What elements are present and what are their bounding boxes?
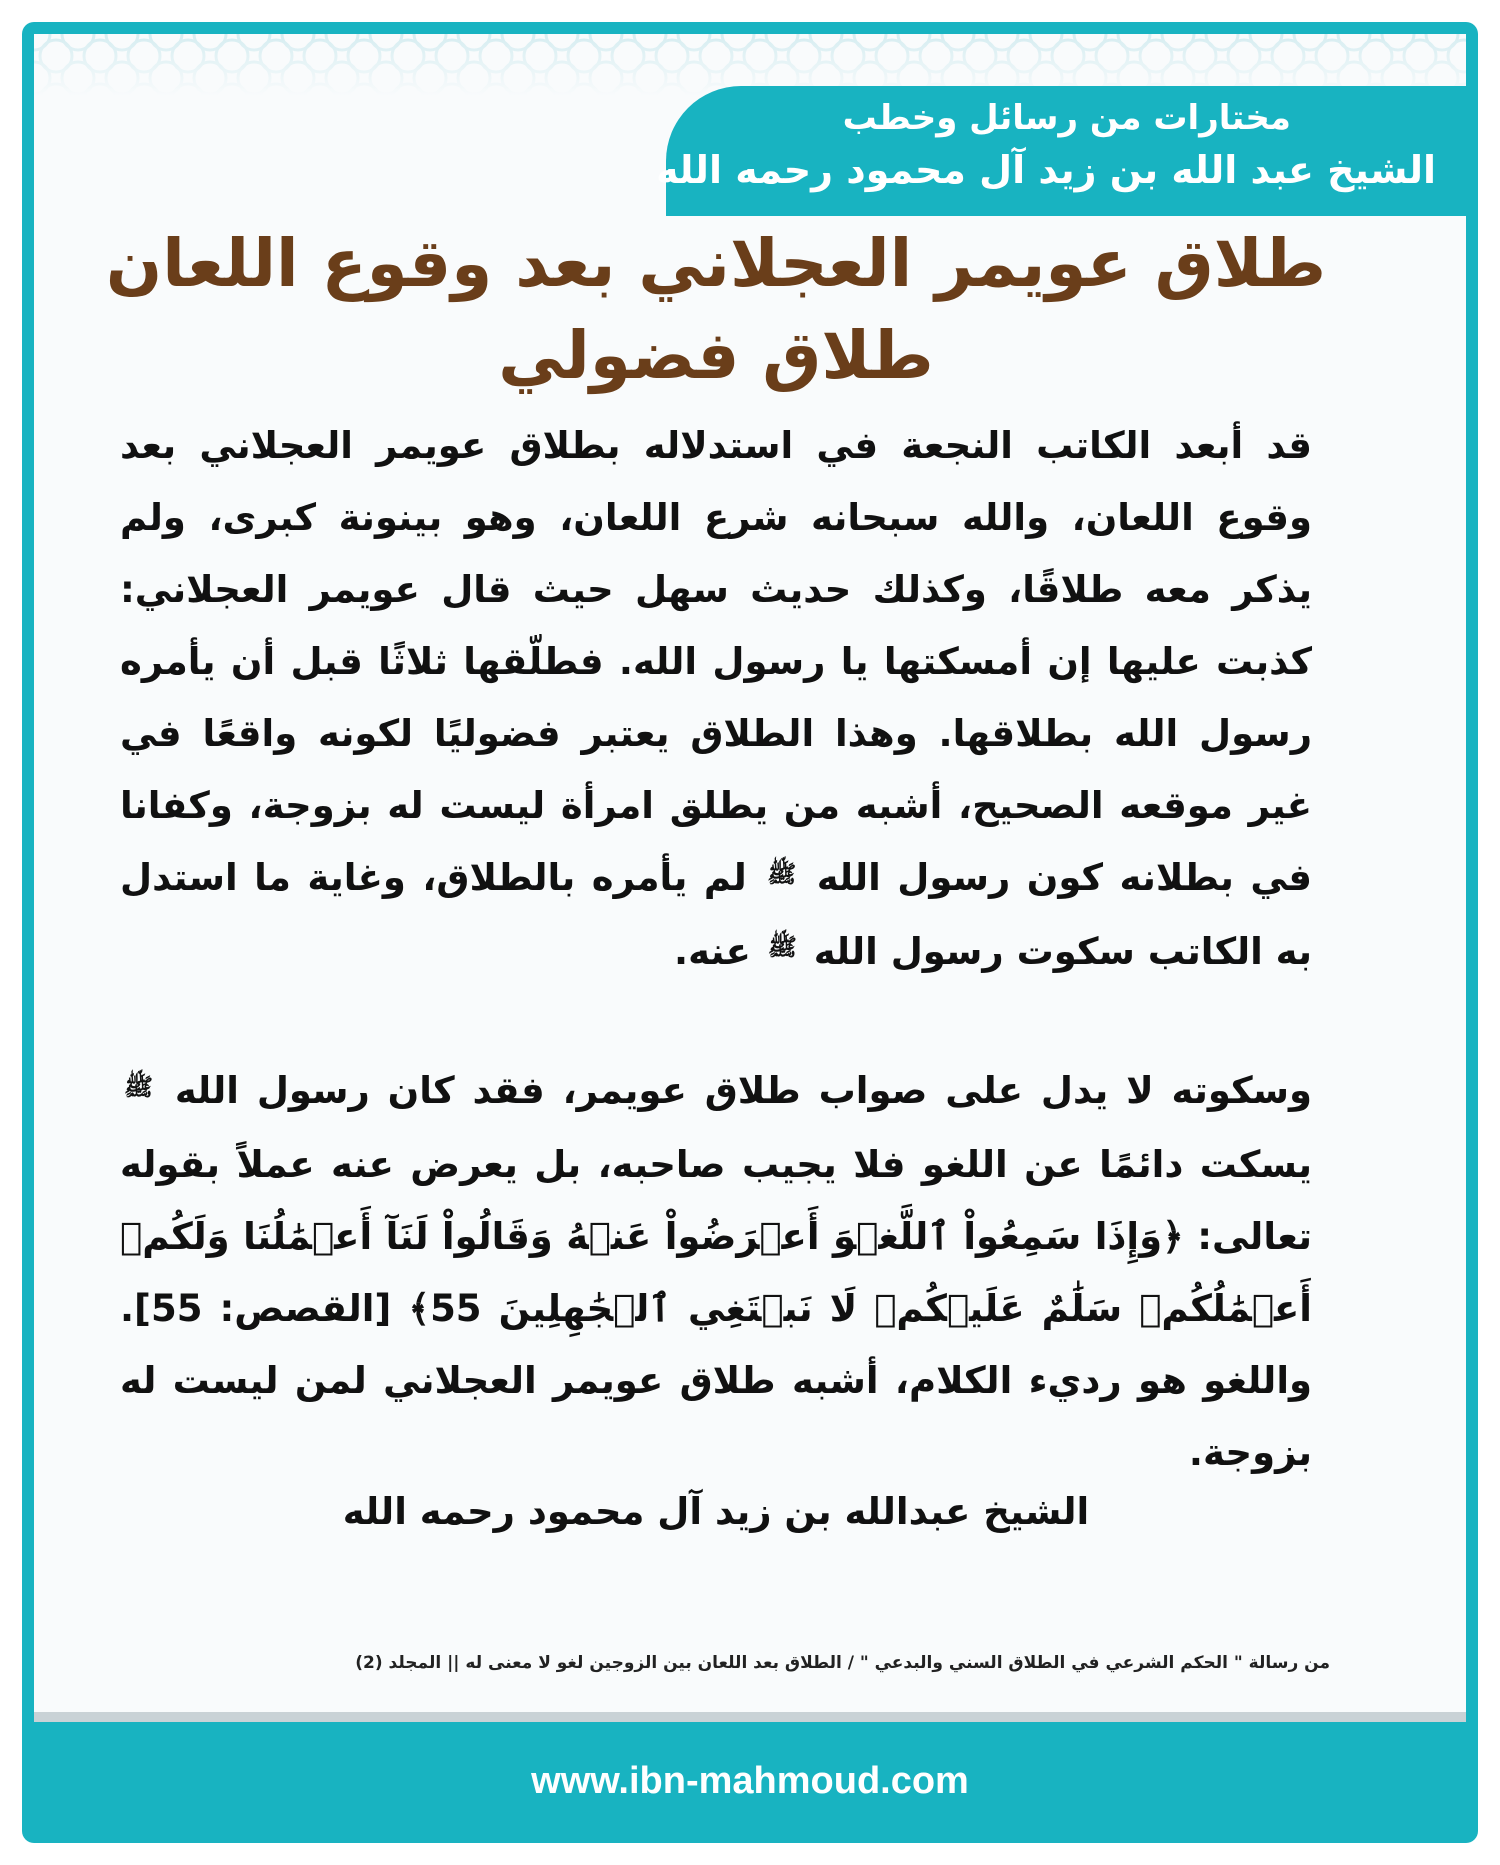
header-banner — [656, 86, 1466, 216]
source-citation: من رسالة " الحكم الشرعي في الطلاق السني والبدعي " / الطلاق بعد اللعان بين الزوجين لغو لا معنى له || المجلد (2) — [355, 1653, 1330, 1673]
paragraph-2-text-b: يسكت دائمًا عن اللغو فلا يجيب صاحبه، بل يعرض عنه عملاً بقوله تعالى: ﴿وَإِذَا سَمِعُواْ ٱللَّغۡوَ أَعۡرَضُواْ عَنۡهُ وَقَالُواْ لَنَآ أَعۡمَٰلُنَا وَلَكُمۡ أَعۡمَٰلُكُمۡ سَلَٰمٌ عَلَيۡكُمۡ لَا نَبۡتَغِي ٱلۡجَٰهِلِينَ 55﴾ [القصص: 55]. واللغو هو رديء الكلام، أشبه طلاق عويمر العجلاني لمن ليست له بزوجة. — [120, 1142, 1312, 1474]
paragraph-1-text-b: لم يأمره بالطلاق، وغاية ما استدل به الكاتب سكوت رسول الله — [120, 856, 1312, 973]
header-series-title: مختارات من رسائل وخطب — [842, 98, 1291, 138]
header-author: الشيخ عبد الله بن زيد آل محمود رحمه الله — [656, 148, 1436, 192]
paragraph-1-text-a: قد أبعد الكاتب النجعة في استدلاله بطلاق عويمر العجلاني بعد وقوع اللعان، والله سبحانه شرع اللعان، وهو بينونة كبرى، ولم يذكر معه طلاقًا، وكذلك حديث سهل حيث قال عويمر العجلاني: كذبت عليها إن أمسكتها يا رسول الله. فطلّقها ثلاثًا قبل أن يأمره رسول الله بطلاقها. وهذا الطلاق يعتبر فضوليًا لكونه واقعًا في غير موقعه الصحيح، أشبه من يطلق امرأة ليست له بزوجة، وكفانا في بطلانه كون رسول الله — [120, 424, 1313, 899]
paragraph-2-text-a: وسكوته لا يدل على صواب طلاق عويمر، فقد كان رسول الله — [174, 1069, 1312, 1112]
paragraph-1 — [120, 410, 1312, 989]
signature: الشيخ عبدالله بن زيد آل محمود رحمه الله — [342, 1490, 1090, 1533]
divider — [34, 1712, 1466, 1722]
paragraph-2 — [120, 1055, 1312, 1489]
article-title: طلاق عويمر العجلاني بعد وقوع اللعان طلاق فضولي — [105, 225, 1327, 394]
paragraph-1-text-c: عنه. — [674, 929, 751, 973]
website-url[interactable]: www.ibn-mahmoud.com — [531, 1760, 969, 1802]
salawat-glyph: ﷺ — [767, 933, 797, 961]
salawat-glyph: ﷺ — [767, 859, 797, 888]
salawat-glyph: ﷺ — [124, 1072, 153, 1101]
